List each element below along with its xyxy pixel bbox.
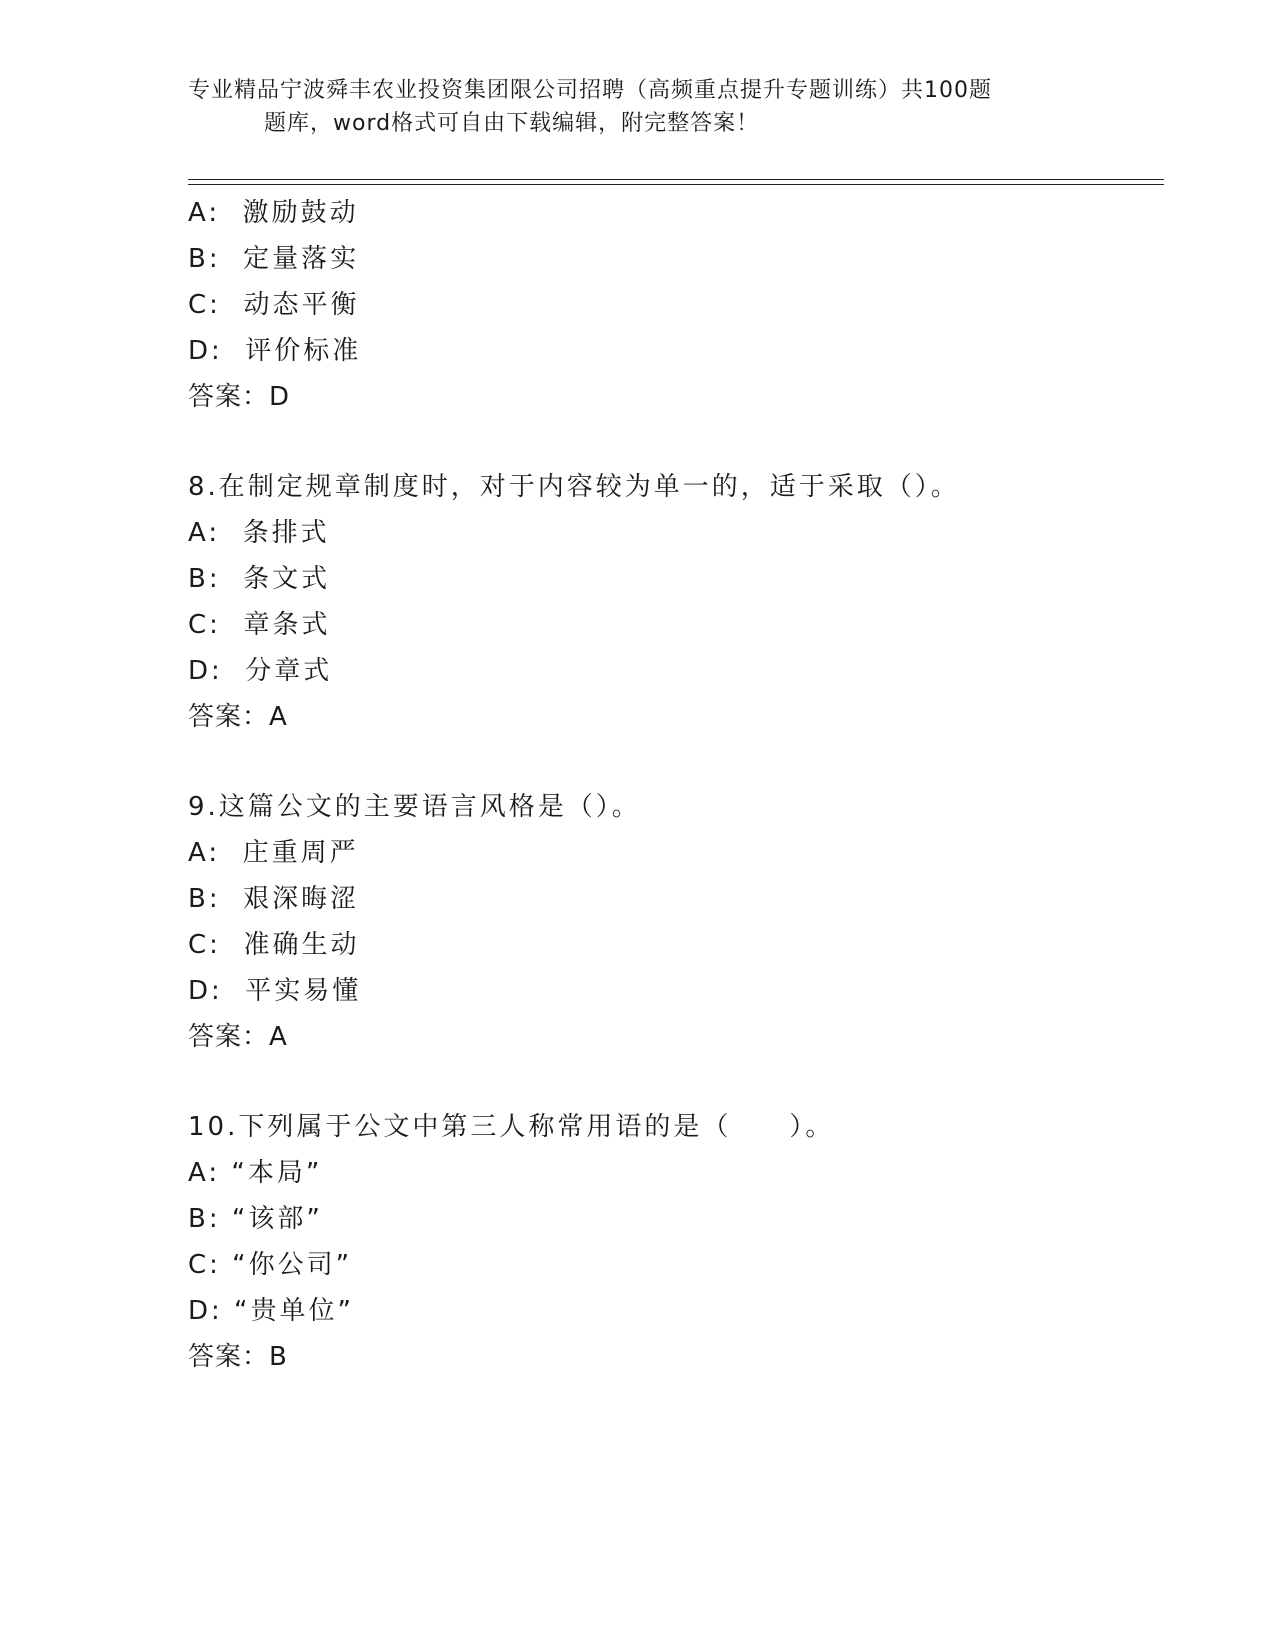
option-a: A: 激励鼓动 (188, 198, 359, 228)
option-d: D: 平实易懂 (188, 976, 362, 1006)
answer-line: 答案：B (188, 1342, 288, 1372)
answer-line: 答案：D (188, 382, 291, 412)
question-text: 8.在制定规章制度时，对于内容较为单一的，适于采取（）。 (188, 472, 960, 502)
option-a: A: “本局” (188, 1158, 323, 1188)
question-list (188, 190, 1148, 1380)
question-block (188, 784, 1148, 1060)
spacer (188, 1060, 1148, 1104)
option-a: A: 庄重周严 (188, 838, 359, 868)
option-b: B: “该部” (188, 1204, 323, 1234)
option-b: B: 艰深晦涩 (188, 884, 360, 914)
option-b: B: 条文式 (188, 564, 331, 594)
question-text: 10.下列属于公文中第三人称常用语的是（ ）。 (188, 1112, 835, 1142)
option-c: C: “你公司” (188, 1250, 353, 1280)
answer-line: 答案：A (188, 702, 288, 732)
spacer (188, 420, 1148, 464)
option-b: B: 定量落实 (188, 244, 360, 274)
header-divider-top (188, 179, 1164, 180)
question-block (188, 1104, 1148, 1380)
option-c: C: 准确生动 (188, 930, 360, 960)
option-c: C: 动态平衡 (188, 290, 360, 320)
option-d: D: “贵单位” (188, 1296, 354, 1326)
question-block (188, 190, 1148, 420)
header-title-line1: 专业精品宁波舜丰农业投资集团限公司招聘（高频重点提升专题训练）共100题 (188, 78, 992, 103)
option-d: D: 评价标准 (188, 336, 362, 366)
document-header (188, 74, 1088, 140)
header-divider-bottom (188, 184, 1164, 185)
question-block (188, 464, 1148, 740)
question-text: 9.这篇公文的主要语言风格是（）。 (188, 792, 641, 822)
option-d: D: 分章式 (188, 656, 333, 686)
header-title-line2: 题库，word格式可自由下载编辑，附完整答案！ (264, 111, 760, 136)
option-c: C: 章条式 (188, 610, 331, 640)
answer-line: 答案：A (188, 1022, 288, 1052)
option-a: A: 条排式 (188, 518, 330, 548)
spacer (188, 740, 1148, 784)
